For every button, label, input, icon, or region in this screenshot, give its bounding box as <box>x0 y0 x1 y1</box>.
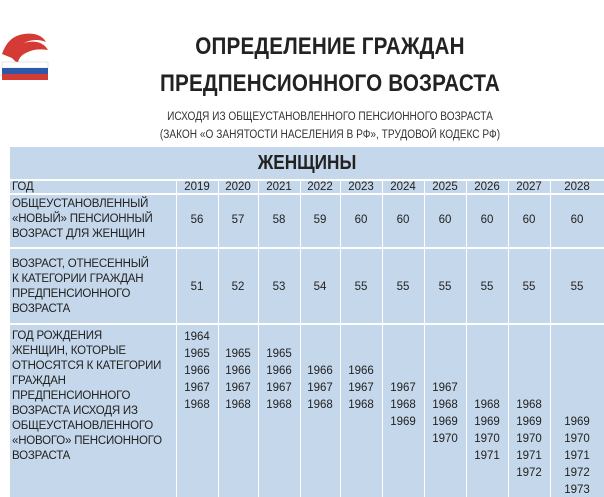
birth-year-cell: 1969 <box>432 416 458 428</box>
new-age-value: 57 <box>231 214 245 226</box>
birth-year-cell: 1967 <box>225 382 251 394</box>
year-header: 2023 <box>348 181 374 193</box>
birth-year-cell: 1966 <box>266 365 292 377</box>
row-divider <box>10 247 604 249</box>
birth-year-cell: 1967 <box>348 382 374 394</box>
pre-age-value: 55 <box>570 281 584 293</box>
birth-year-cell: 1968 <box>225 399 251 411</box>
pre-age-value: 55 <box>354 281 368 293</box>
pre-age-value: 55 <box>480 281 494 293</box>
new-age-value: 60 <box>480 214 494 226</box>
year-header: 2025 <box>432 181 458 193</box>
birth-year-cell: 1970 <box>564 433 590 445</box>
birth-year-cell: 1972 <box>516 467 542 479</box>
birth-year-cell: 1966 <box>184 365 210 377</box>
year-header: 2027 <box>516 181 542 193</box>
pension-fund-logo <box>0 28 52 86</box>
birth-year-cell: 1968 <box>474 399 500 411</box>
new-age-value: 60 <box>522 214 536 226</box>
birth-year-cell: 1967 <box>432 382 458 394</box>
birth-year-cell: 1970 <box>474 433 500 445</box>
birth-year-cell: 1966 <box>348 365 374 377</box>
birth-year-cell: 1965 <box>225 348 251 360</box>
birth-row-label: ГОД РОЖДЕНИЯ ЖЕНЩИН, КОТОРЫЕ ОТНОСЯТСЯ К КАТЕГОРИИ ГРАЖДАН ПРЕДПЕНСИОННОГО ВОЗРАСТА ИСХОДЯ ИЗ ОБЩЕУСТАНОВЛЕННОГО «НОВОГО» ПЕНСИОННОГО ВОЗРАСТА <box>12 330 162 462</box>
pre-age-value: 54 <box>313 281 327 293</box>
new-age-row-label: ОБЩЕУСТАНОВЛЕННЫЙ «НОВЫЙ» ПЕНСИОННЫЙ ВОЗРАСТ ДЛЯ ЖЕНЩИН <box>12 198 153 240</box>
birth-year-cell: 1968 <box>348 399 374 411</box>
birth-year-cell: 1971 <box>474 450 500 462</box>
pre-age-value: 55 <box>438 281 452 293</box>
birth-year-cell: 1971 <box>516 450 542 462</box>
new-age-value: 60 <box>570 214 584 226</box>
year-header: 2028 <box>564 181 590 193</box>
new-age-value: 60 <box>438 214 452 226</box>
birth-year-cell: 1972 <box>564 467 590 479</box>
birth-year-cell: 1968 <box>390 399 416 411</box>
subtitle-line-1: ИСХОДЯ ИЗ ОБЩЕУСТАНОВЛЕННОГО ПЕНСИОННОГО ВОЗРАСТА <box>167 111 493 123</box>
new-age-value: 59 <box>313 214 327 226</box>
birth-year-cell: 1968 <box>516 399 542 411</box>
birth-year-cell: 1965 <box>184 348 210 360</box>
birth-year-cell: 1973 <box>564 484 590 496</box>
table-section-title: ЖЕНЩИНЫ <box>257 152 357 174</box>
row-divider <box>10 323 604 325</box>
pre-age-value: 53 <box>272 281 286 293</box>
year-header: 2026 <box>474 181 500 193</box>
page-title-line-1: ОПРЕДЕЛЕНИЕ ГРАЖДАН <box>195 33 465 60</box>
new-age-value: 56 <box>190 214 204 226</box>
year-header: 2024 <box>390 181 416 193</box>
birth-year-cell: 1969 <box>516 416 542 428</box>
year-row-label: ГОД <box>12 181 34 193</box>
birth-year-cell: 1968 <box>307 399 333 411</box>
birth-year-cell: 1970 <box>516 433 542 445</box>
subtitle-line-2: (ЗАКОН «О ЗАНЯТОСТИ НАСЕЛЕНИЯ В РФ», ТРУДОВОЙ КОДЕКС РФ) <box>159 129 501 141</box>
pre-age-value: 55 <box>396 281 410 293</box>
birth-year-cell: 1966 <box>307 365 333 377</box>
birth-year-cell: 1967 <box>184 382 210 394</box>
year-header: 2021 <box>266 181 292 193</box>
birth-year-cell: 1971 <box>564 450 590 462</box>
birth-year-cell: 1965 <box>266 348 292 360</box>
pre-age-value: 51 <box>190 281 204 293</box>
birth-year-cell: 1968 <box>184 399 210 411</box>
birth-year-cell: 1969 <box>474 416 500 428</box>
birth-year-cell: 1966 <box>225 365 251 377</box>
birth-year-cell: 1967 <box>390 382 416 394</box>
pre-age-value: 52 <box>231 281 245 293</box>
page-title-line-2: ПРЕДПЕНСИОННОГО ВОЗРАСТА <box>160 70 500 97</box>
birth-year-cell: 1967 <box>307 382 333 394</box>
birth-year-cell: 1969 <box>390 416 416 428</box>
birth-year-cell: 1964 <box>184 331 210 343</box>
birth-year-cell: 1967 <box>266 382 292 394</box>
year-header: 2020 <box>225 181 251 193</box>
year-header: 2019 <box>184 181 210 193</box>
birth-year-cell: 1968 <box>432 399 458 411</box>
birth-year-cell: 1970 <box>432 433 458 445</box>
pension-age-table <box>10 147 604 497</box>
year-header: 2022 <box>307 181 333 193</box>
new-age-value: 58 <box>272 214 286 226</box>
birth-year-cell: 1968 <box>266 399 292 411</box>
new-age-value: 60 <box>396 214 410 226</box>
pre-age-row-label: ВОЗРАСТ, ОТНЕСЕННЫЙ К КАТЕГОРИИ ГРАЖДАН ПРЕДПЕНСИОННОГО ВОЗРАСТА <box>12 258 149 315</box>
new-age-value: 60 <box>354 214 368 226</box>
birth-year-cell: 1969 <box>564 416 590 428</box>
pre-age-value: 55 <box>522 281 536 293</box>
